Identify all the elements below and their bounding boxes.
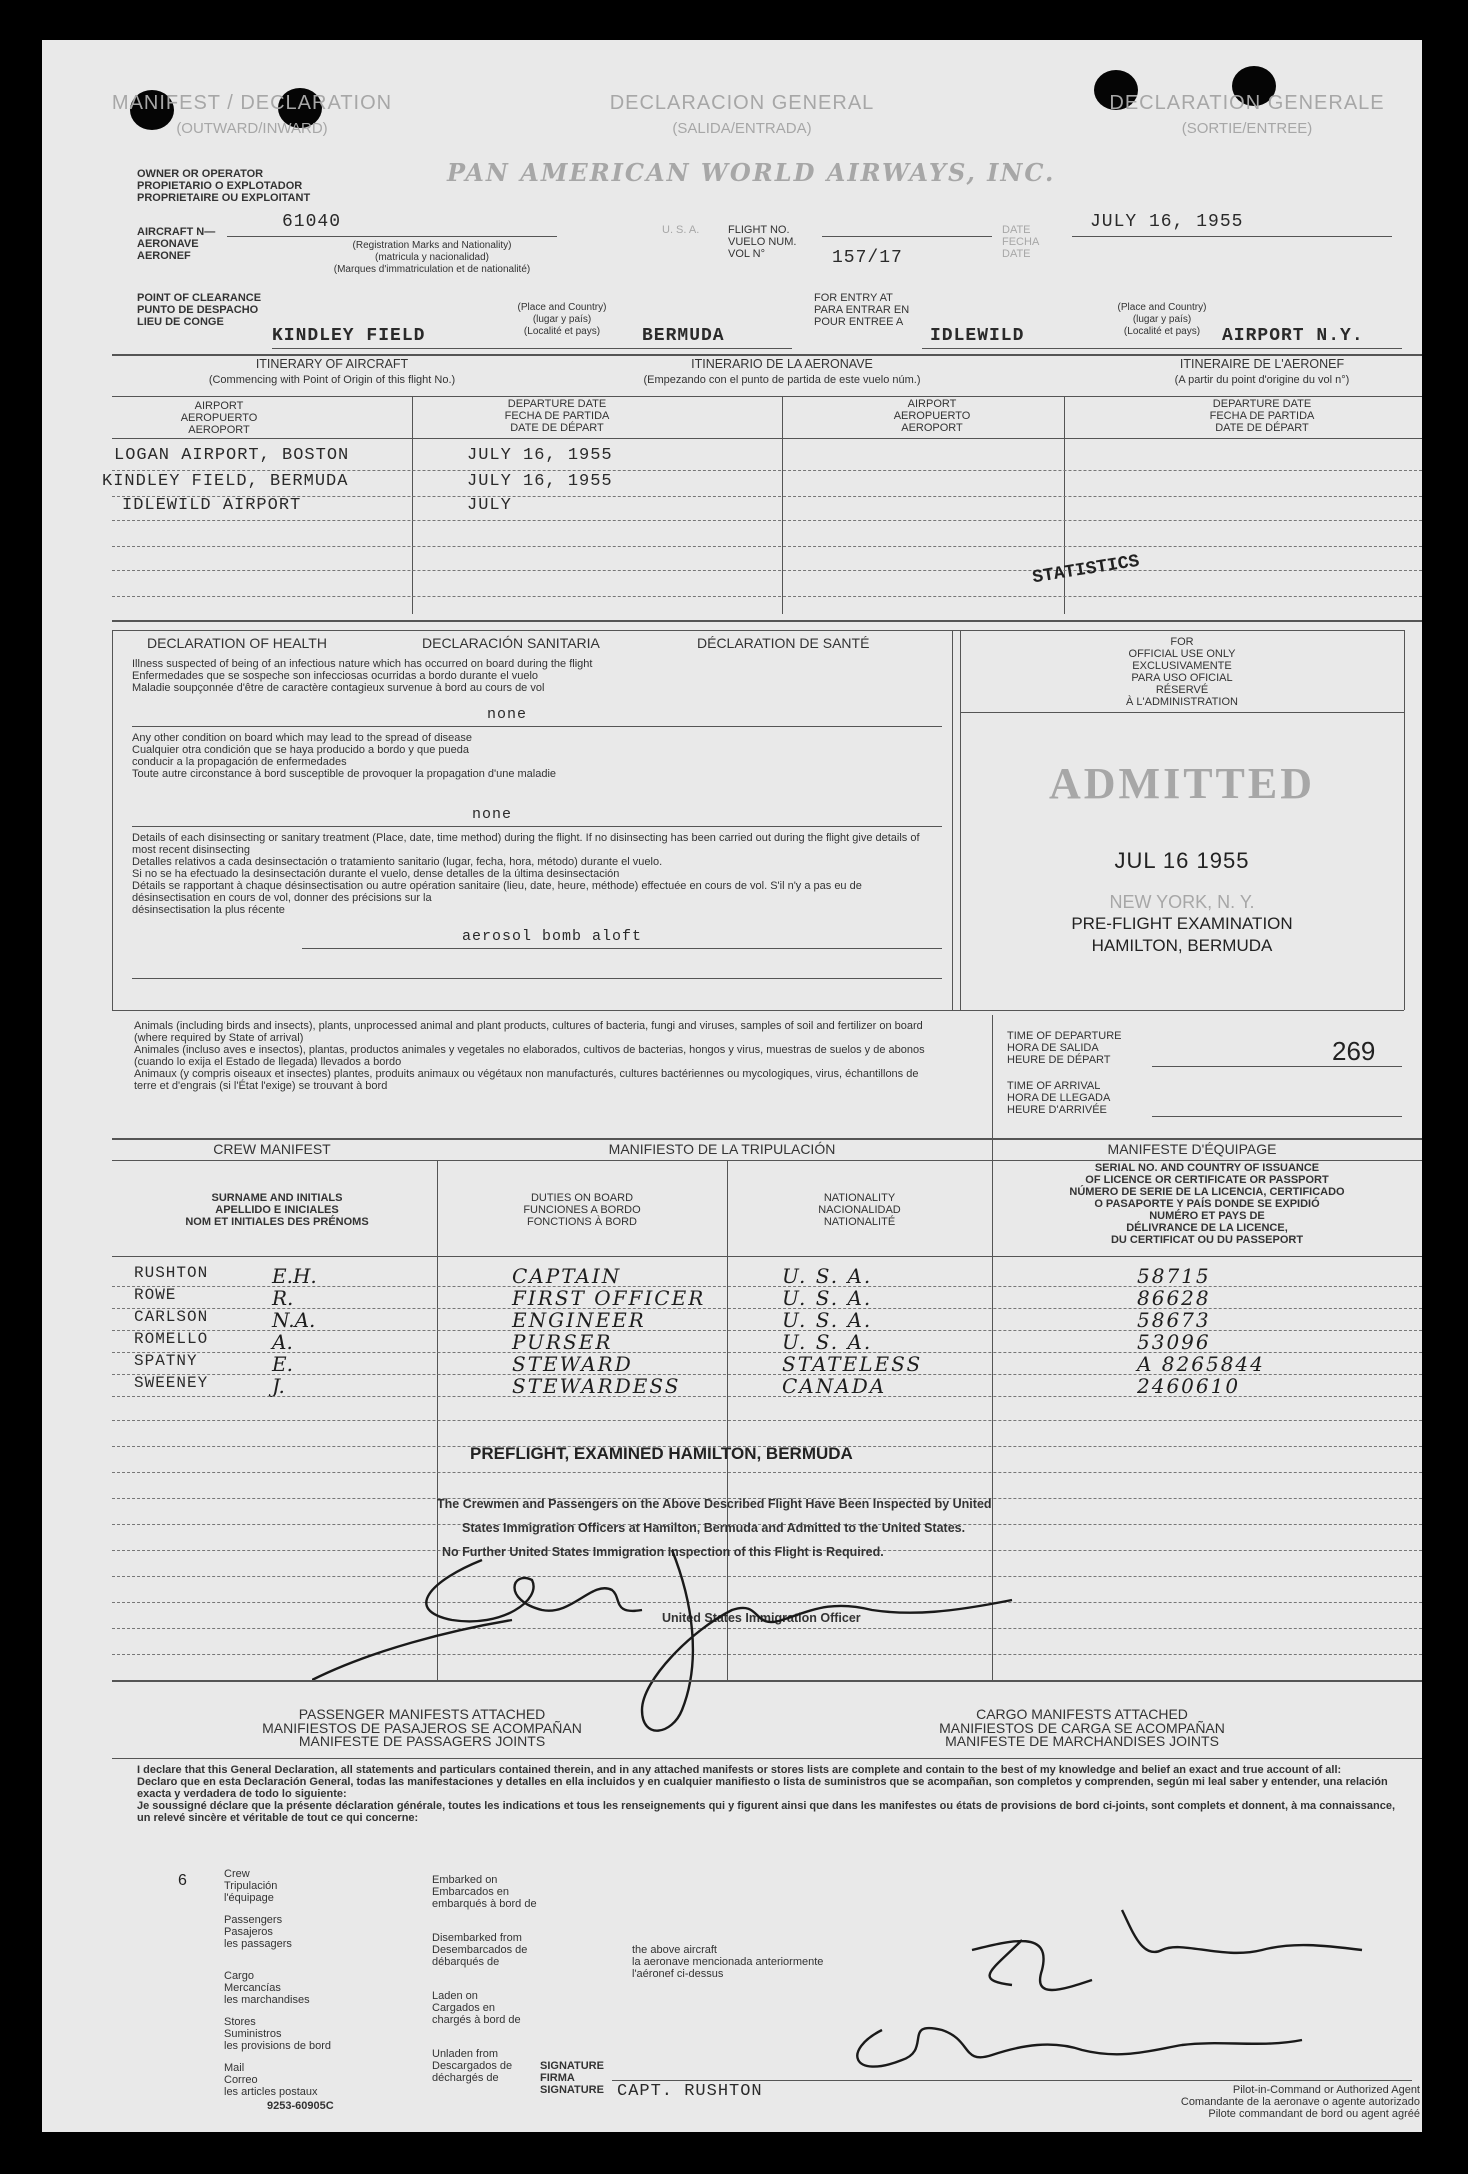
health-title-fr: DÉCLARATION DE SANTÉ [697, 635, 870, 651]
owner-label: OWNER OR OPERATOR PROPIETARIO O EXPLOTADOR PROPRIETAIRE OU EXPLOITANT [137, 168, 311, 204]
preflight-stamp: PREFLIGHT, EXAMINED HAMILTON, BERMUDA [470, 1444, 853, 1463]
crew-nationality: U. S. A. [782, 1330, 873, 1354]
itinerary-title-es: ITINERARIO DE LA AERONAVE [691, 357, 873, 371]
crew-serial: 58673 [1137, 1308, 1211, 1332]
inspection-line-3: No Further United States Immigration Inspection of this Flight is Required. [442, 1545, 884, 1559]
itinerary-date: JULY 16, 1955 [467, 446, 613, 465]
captain-signature [822, 1890, 1382, 2080]
immigration-officer-label: United States Immigration Officer [662, 1611, 861, 1625]
title-english-sub: (OUTWARD/INWARD) [176, 120, 328, 137]
inspection-line-1: The Crewmen and Passengers on the Above Described Flight Have Been Inspected by United [437, 1497, 992, 1511]
crew-col-serial: SERIAL NO. AND COUNTRY OF ISSUANCE OF LICENCE OR CERTIFICATE OR PASSPORT NÚMERO DE SERIE DE LA LICENCIA, CERTIFICADO O PASAPORTE Y PAÍS DONDE SE EXPIDIÓ NUMÉRO ET PAYS DE DÉLIVRANCE DE LA LICENCE, DU CERTIFICAT OU DU PASSEPORT [1069, 1162, 1345, 1246]
manifest-right-item: Unladen from Descargados de déchargés de [432, 2048, 513, 2084]
crew-duty: STEWARDESS [512, 1374, 681, 1398]
crew-surname: SPATNY [134, 1352, 198, 1370]
crew-surname: ROWE [134, 1286, 177, 1304]
crew-nationality: CANADA [782, 1374, 887, 1398]
owner-value: PAN AMERICAN WORLD AIRWAYS, INC. [447, 158, 1056, 187]
aircraft-note: the above aircraft la aeronave mencionada anteriormente l'aéronef ci-dessus [632, 1944, 824, 1980]
health-answer-3: aerosol bomb aloft [462, 928, 643, 945]
manifest-left-item: Crew Tripulación l'équipage [224, 1868, 278, 1904]
entry-place-note: (Place and Country) (lugar y país) (Localité et pays) [1117, 302, 1207, 337]
crew-duty: ENGINEER [512, 1308, 646, 1332]
statistics-stamp: STATISTICS [1031, 551, 1141, 589]
health-question-3: Details of each disinsecting or sanitary treatment (Place, date, time method) during the flight. If no disinsecting has been carried out during the flight give details of most recent disinsecting Detalles relativos a cada desinsectación o tratamiento sanitario (lugar, fecha, hora, método) durante el vuelo. Si no se ha efectuado la desinsectación durante el vuelo, dense detalles de la última desinsectación Détails se rapportant à chaque désinsectisation ou autre opération sanitaire (lieu, date, heure, méthode) effectuée en cours de vol. S'il n'y a pas eu de désinsectisation en cours de vol, donner des précisions sur la désinsectisation la plus récente [132, 832, 920, 916]
manifest-right-item: Disembarked from Desembarcados de débarqués de [432, 1932, 528, 1968]
declaration-sheet [42, 40, 1422, 2132]
itinerary-airport: LOGAN AIRPORT, BOSTON [114, 446, 350, 465]
manifest-right-item: Embarked on Embarcados en embarqués à bord de [432, 1874, 537, 1910]
passenger-manifests-label: PASSENGER MANIFESTS ATTACHED MANIFIESTOS DE PASAJEROS SE ACOMPAÑAN MANIFESTE DE PASSAGERS JOINTS [262, 1706, 582, 1749]
usa-label: U. S. A. [662, 224, 700, 236]
col-departure-2: DEPARTURE DATE FECHA DE PARTIDA DATE DE DÉPART [1209, 398, 1315, 434]
pilot-in-command-label: Pilot-in-Command or Authorized Agent Comandante de la aeronave o agente autorizado Pilote commandant de bord ou agent agréé [1180, 2084, 1420, 2120]
title-french-sub: (SORTIE/ENTREE) [1181, 120, 1313, 137]
crew-serial: A 8265844 [1137, 1352, 1265, 1376]
crew-nationality: STATELESS [782, 1352, 923, 1376]
crew-serial: 86628 [1137, 1286, 1211, 1310]
manifest-left-item: Stores Suministros les provisions de bord [224, 2016, 332, 2052]
inspection-line-2: States Immigration Officers at Hamilton, Bermuda and Admitted to the United States. [462, 1521, 966, 1535]
crew-initials: A. [272, 1330, 293, 1354]
health-title-en: DECLARATION OF HEALTH [147, 635, 327, 651]
crew-nationality: U. S. A. [782, 1286, 873, 1310]
clearance-value: KINDLEY FIELD [272, 326, 426, 346]
clearance-place-note: (Place and Country) (lugar y país) (Localité et pays) [517, 302, 607, 337]
itinerary-title-fr: ITINERAIRE DE L'AERONEF [1179, 357, 1345, 371]
title-spanish-sub: (SALIDA/ENTRADA) [672, 120, 812, 137]
departure-label: TIME OF DEPARTURE HORA DE SALIDA HEURE DE DÉPART [1007, 1030, 1122, 1066]
date-label: DATE FECHA DATE [1002, 224, 1040, 260]
admitted-date: JUL 16 1955 [1114, 848, 1250, 873]
itinerary-sub-fr: (A partir du point d'origine du vol n°) [1174, 374, 1350, 386]
crew-duty: FIRST OFFICER [512, 1286, 706, 1310]
itinerary-date: JULY 16, 1955 [467, 472, 613, 491]
flight-value: 157/17 [832, 248, 903, 268]
manifest-left-item: Mail Correo les articles postaux [224, 2062, 318, 2098]
crew-initials: R. [272, 1286, 294, 1310]
itinerary-sub-en: (Commencing with Point of Origin of this flight No.) [208, 374, 456, 386]
admitted-line-1: PRE-FLIGHT EXAMINATION [1071, 914, 1293, 933]
crew-initials: J. [272, 1374, 285, 1398]
health-question-1: Illness suspected of being of an infectious nature which has occurred on board during the flight Enfermedades que se sospeche son infecciosas ocurridas a bordo durante el vuelo Maladie soupçonnée d'être de caractère contagieux survenue à bord au cours de vol [132, 658, 593, 694]
crew-initials: N.A. [272, 1308, 316, 1332]
crew-col-nationality: NATIONALITY NACIONALIDAD NATIONALITÉ [818, 1192, 901, 1228]
manifest-right-item: Laden on Cargados en chargés à bord de [432, 1990, 521, 2026]
crew-col-name: SURNAME AND INITIALS APELLIDO E INICIALES NOM ET INITIALES DES PRÉNOMS [185, 1192, 369, 1228]
registration-note: (Registration Marks and Nationality) (matricula y nacionalidad) (Marques d'immatriculation et de nationalité) [333, 240, 531, 275]
clearance-label: POINT OF CLEARANCE PUNTO DE DESPACHO LIEU DE CONGE [137, 292, 262, 328]
crew-title-es: MANIFIESTO DE LA TRIPULACIÓN [608, 1141, 836, 1157]
crew-serial: 53096 [1137, 1330, 1211, 1354]
crew-surname: ROMELLO [134, 1330, 209, 1348]
crew-serial: 58715 [1137, 1264, 1211, 1288]
aircraft-value: 61040 [282, 212, 342, 232]
crew-serial: 2460610 [1137, 1374, 1241, 1398]
entry-country: AIRPORT N.Y. [1222, 326, 1364, 346]
clearance-country: BERMUDA [642, 326, 725, 346]
itinerary-date: JULY [467, 496, 512, 515]
crew-count: 6 [178, 1872, 187, 1889]
col-airport-1: AIRPORT AEROPUERTO AEROPORT [180, 400, 258, 436]
col-airport-2: AIRPORT AEROPUERTO AEROPORT [893, 398, 971, 434]
col-departure-1: DEPARTURE DATE FECHA DE PARTIDA DATE DE DÉPART [504, 398, 610, 434]
form-number: 9253-60905C [267, 2100, 334, 2112]
manifest-left-item: Cargo Mercancías les marchandises [224, 1970, 310, 2006]
admitted-stamp: ADMITTED [1048, 759, 1316, 808]
signer-name: CAPT. RUSHTON [617, 2082, 763, 2101]
title-english: MANIFEST / DECLARATION [111, 92, 393, 114]
crew-nationality: U. S. A. [782, 1308, 873, 1332]
crew-surname: CARLSON [134, 1308, 209, 1326]
crew-initials: E.H. [272, 1264, 317, 1288]
cargo-manifests-label: CARGO MANIFESTS ATTACHED MANIFIESTOS DE CARGA SE ACOMPAÑAN MANIFESTE DE MARCHANDISES JOINTS [939, 1706, 1225, 1749]
flight-label: FLIGHT NO. VUELO NUM. VOL N° [728, 224, 797, 260]
crew-title-fr: MANIFESTE D'ÉQUIPAGE [1107, 1141, 1277, 1157]
crew-title-en: CREW MANIFEST [213, 1141, 331, 1157]
crew-initials: E. [272, 1352, 293, 1376]
itinerary-title-en: ITINERARY OF AIRCRAFT [255, 357, 409, 371]
signature-label: SIGNATURE FIRMA SIGNATURE [540, 2060, 604, 2096]
admitted-line-2: HAMILTON, BERMUDA [1091, 936, 1273, 955]
health-title-es: DECLARACIÓN SANITARIA [422, 635, 600, 651]
declaration-text: I declare that this General Declaration, all statements and particulars contained therein, and in any attached manifests or stores lists are complete and contain to the best of my knowledge and belief an exact and true account of all: Declaro que en esta Declaración General, todas las manifestaciones y detalles en ella incluidos y en cualquier manifiesto o lista de suministros que se acompañan, son completos y comprenden, según mi leal saber y entender, una relación exacta y verdadera de todo lo siguiente: Je soussigné déclare que la présente déclaration générale, toutes les indications et tous les renseignements qui y figurent ainsi que dans les manifestes ou états de provisions de bord ci-joints, sont complets et donnent, à ma connaissance, un relevé sincère et véritable de tout ce qui concerne: [137, 1764, 1396, 1824]
itinerary-sub-es: (Empezando con el punto de partida de este vuelo núm.) [643, 374, 921, 386]
crew-duty: STEWARD [512, 1352, 633, 1376]
entry-label: FOR ENTRY AT PARA ENTRAR EN POUR ENTREE A [814, 292, 910, 328]
crew-col-duties: DUTIES ON BOARD FUNCIONES A BORDO FONCTIONS À BORD [523, 1192, 641, 1228]
arrival-label: TIME OF ARRIVAL HORA DE LLEGADA HEURE D'ARRIVÉE [1007, 1080, 1111, 1116]
entry-value: IDLEWILD [930, 326, 1025, 346]
crew-duty: PURSER [512, 1330, 613, 1354]
health-answer-1: none [487, 706, 528, 723]
official-use-label: FOR OFFICIAL USE ONLY EXCLUSIVAMENTE PARA USO OFICIAL RÉSERVÉ À L'ADMINISTRATION [1126, 636, 1238, 708]
health-question-2: Any other condition on board which may lead to the spread of disease Cualquier otra condición que se haya producido a bordo y que pueda conducir a la propagación de enfermedades Toute autre circonstance à bord susceptible de provoquer la propagation d'une maladie [132, 732, 557, 780]
crew-duty: CAPTAIN [512, 1264, 622, 1288]
crew-nationality: U. S. A. [782, 1264, 873, 1288]
title-spanish: DECLARACION GENERAL [609, 92, 875, 114]
date-value: JULY 16, 1955 [1090, 212, 1244, 232]
departure-value: 269 [1332, 1036, 1376, 1066]
crew-surname: RUSHTON [134, 1264, 209, 1282]
admitted-place: NEW YORK, N. Y. [1109, 892, 1255, 912]
title-french: DECLARATION GENERALE [1109, 92, 1385, 114]
crew-surname: SWEENEY [134, 1374, 209, 1392]
itinerary-airport: KINDLEY FIELD, BERMUDA [102, 472, 349, 491]
health-answer-2: none [472, 806, 513, 823]
manifest-left-item: Passengers Pasajeros les passagers [224, 1914, 292, 1950]
animals-text: Animals (including birds and insects), plants, unprocessed animal and plant products, cultures of bacteria, fungi and viruses, samples of soil and fertilizer on board (where required by State of arrival) Animales (incluso aves e insectos), plantas, productos animales y vegetales no elaborados, cultivos de bacterias, hongos y virus, muestras de suelos y de abonos (cuando lo exija el Estado de llegada) llevados a bordo Animaux (y compris oiseaux et insectes) plantes, produits animaux ou végétaux non manufacturés, cultures bactériennes ou mycologiques, virus, échantillons de terre et d'engrais (si l'État l'exige) se trouvant à bord [134, 1020, 925, 1092]
aircraft-label: AIRCRAFT N— AERONAVE AERONEF [137, 226, 216, 262]
itinerary-airport: IDLEWILD AIRPORT [122, 496, 302, 515]
